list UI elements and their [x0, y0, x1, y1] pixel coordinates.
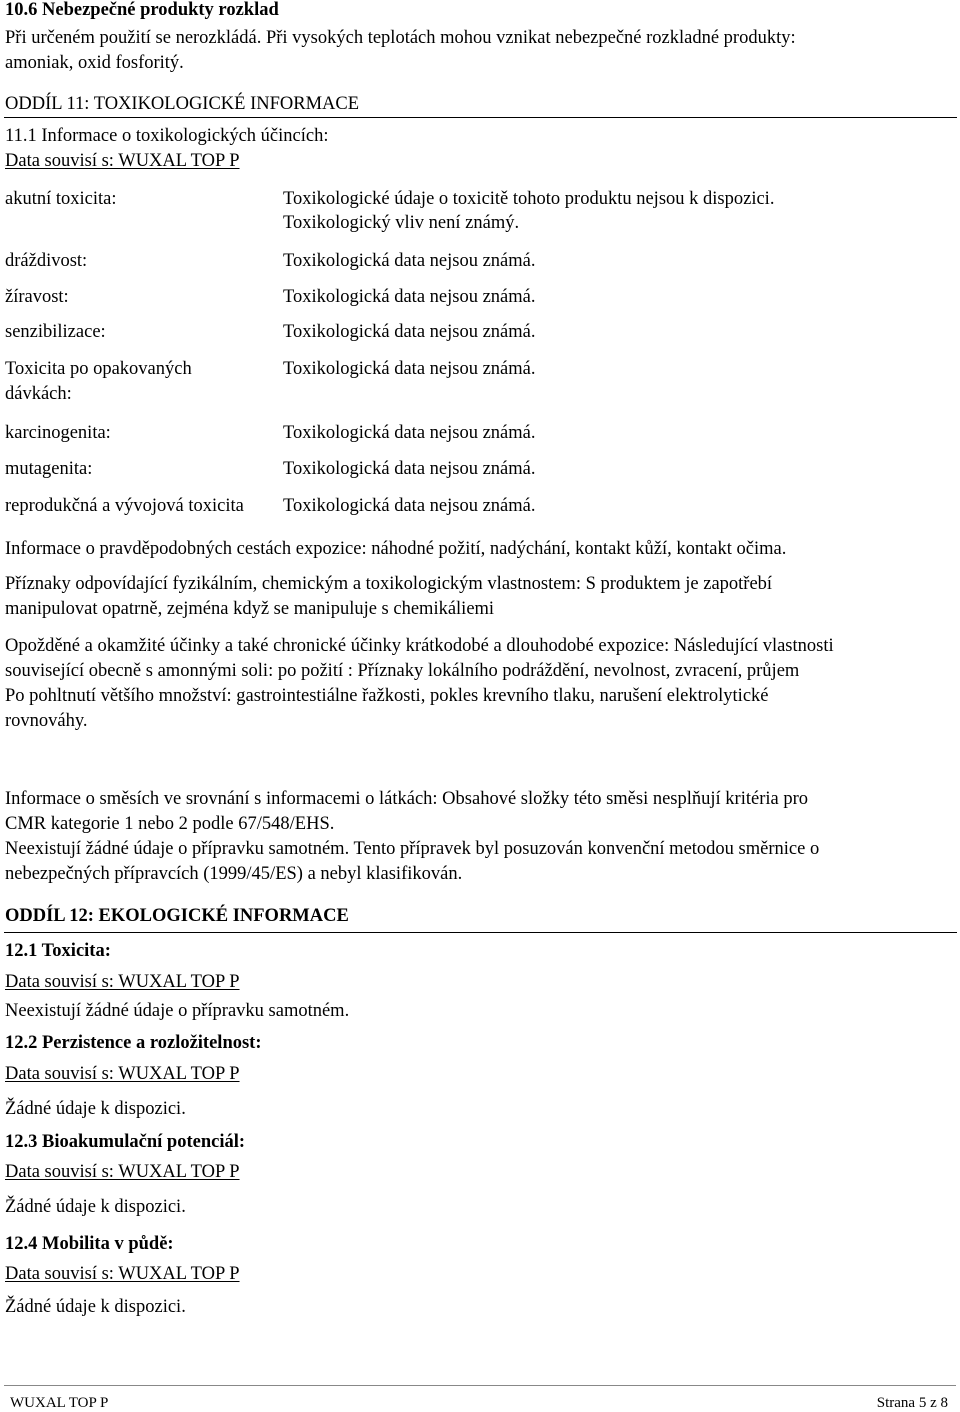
delayed-effects-line3: Po pohltnutí většího množství: gastrointestiálne řažkosti, pokles krevního tlaku, narušení elektrolytické [5, 686, 769, 706]
mixture-info-line3: Neexistují žádné údaje o přípravku samotném. Tento přípravek byl posuzován konvenční metodou směrnice o [5, 839, 820, 859]
section-12-4-text: Žádné údaje k dispozici. [5, 1297, 186, 1317]
repeated-dose-label: Toxicita po opakovaných [5, 359, 192, 379]
mutagenicity-label: mutagenita: [5, 459, 93, 479]
footer-product-name: WUXAL TOP P [10, 1395, 109, 1411]
section-10-6-heading: 10.6 Nebezpečné produkty rozklad [5, 0, 279, 20]
section-12-1-data-link: Data souvisí s: WUXAL TOP P [5, 972, 240, 992]
section-10-6-text-line2: amoniak, oxid fosforitý. [5, 53, 184, 73]
section-12-1-heading: 12.1 Toxicita: [5, 941, 111, 961]
repeated-dose-value: Toxikologická data nejsou známá. [283, 359, 536, 379]
footer-page-number: Strana 5 z 8 [876, 1395, 948, 1411]
section-12-3-heading: 12.3 Bioakumulační potenciál: [5, 1132, 246, 1152]
section-12-3-data-link: Data souvisí s: WUXAL TOP P [5, 1162, 240, 1182]
footer-divider [4, 1385, 956, 1386]
corrosivity-value: Toxikologická data nejsou známá. [283, 287, 536, 307]
section-11-1-heading: 11.1 Informace o toxikologických účincích: [5, 126, 329, 146]
irritation-value: Toxikologická data nejsou známá. [283, 251, 536, 271]
section-11-title: ODDÍL 11: TOXIKOLOGICKÉ INFORMACE [5, 94, 360, 114]
symptoms-text-line2: manipulovat opatrně, zejména když se manipuluje s chemikáliemi [5, 599, 495, 619]
corrosivity-label: žíravost: [5, 287, 69, 307]
reproductive-toxicity-value: Toxikologická data nejsou známá. [283, 496, 536, 516]
repeated-dose-label-2: dávkách: [5, 384, 72, 404]
mixture-info-line4: nebezpečných přípravcích (1999/45/ES) a nebyl klasifikován. [5, 864, 463, 884]
acute-toxicity-label: akutní toxicita: [5, 189, 117, 209]
delayed-effects-line1: Opožděné a okamžité účinky a také chronické účinky krátkodobé a dlouhodobé expozice: Následující vlastnosti [5, 636, 834, 656]
section-12-2-data-link: Data souvisí s: WUXAL TOP P [5, 1064, 240, 1084]
section-12-title: ODDÍL 12: EKOLOGICKÉ INFORMACE [5, 906, 349, 926]
data-relates-link: Data souvisí s: WUXAL TOP P [5, 151, 240, 171]
carcinogenicity-label: karcinogenita: [5, 423, 111, 443]
carcinogenicity-value: Toxikologická data nejsou známá. [283, 423, 536, 443]
section-11-divider [4, 117, 957, 118]
section-12-4-data-link: Data souvisí s: WUXAL TOP P [5, 1264, 240, 1284]
sensitization-value: Toxikologická data nejsou známá. [283, 322, 536, 342]
mixture-info-line2: CMR kategorie 1 nebo 2 podle 67/548/EHS. [5, 814, 335, 834]
exposure-routes-text: Informace o pravděpodobných cestách expozice: náhodné požití, nadýchání, kontakt kůží, kontakt očima. [5, 539, 787, 559]
sensitization-label: senzibilizace: [5, 322, 106, 342]
mutagenicity-value: Toxikologická data nejsou známá. [283, 459, 536, 479]
symptoms-text-line1: Příznaky odpovídající fyzikálním, chemickým a toxikologickým vlastnostem: S produktem je zapotřebí [5, 574, 773, 594]
section-12-4-heading: 12.4 Mobilita v půdě: [5, 1234, 174, 1254]
mixture-info-line1: Informace o směsích ve srovnání s informacemi o látkách: Obsahové složky této směsi nesplňují kritéria pro [5, 789, 808, 809]
acute-toxicity-value-2: Toxikologický vliv není známý. [283, 213, 520, 233]
acute-toxicity-value: Toxikologické údaje o toxicitě tohoto produktu nejsou k dispozici. [283, 189, 775, 209]
section-10-6-text-line1: Při určeném použití se nerozkládá. Při vysokých teplotách mohou vznikat nebezpečné rozkladné produkty: [5, 28, 796, 48]
section-12-divider [4, 932, 957, 933]
delayed-effects-line2: související obecně s amonnými soli: po požití : Příznaky lokálního podráždění, nevolnost, zvracení, průjem [5, 661, 800, 681]
irritation-label: dráždivost: [5, 251, 88, 271]
section-12-2-text: Žádné údaje k dispozici. [5, 1099, 186, 1119]
delayed-effects-line4: rovnováhy. [5, 711, 88, 731]
section-12-2-heading: 12.2 Perzistence a rozložitelnost: [5, 1033, 262, 1053]
section-12-1-text: Neexistují žádné údaje o přípravku samotném. [5, 1001, 350, 1021]
section-12-3-text: Žádné údaje k dispozici. [5, 1197, 186, 1217]
reproductive-toxicity-label: reprodukčná a vývojová toxicita [5, 496, 244, 516]
